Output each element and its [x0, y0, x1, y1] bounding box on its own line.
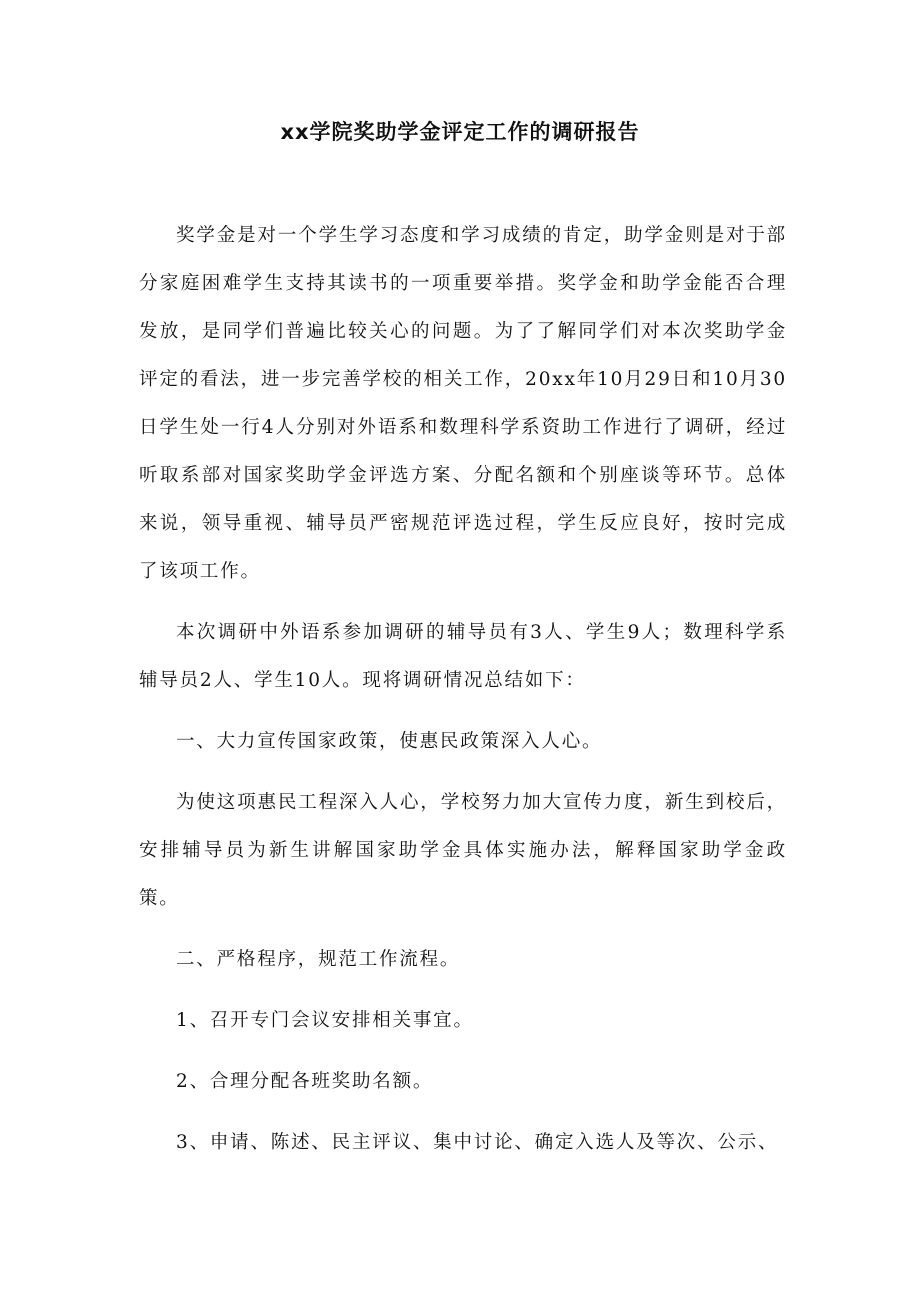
section-heading-1: 一、大力宣传国家政策，使惠民政策深入人心。 — [176, 731, 603, 752]
paragraph-participants: 本次调研中外语系参加调研的辅导员有3人、学生9人；数理科学系辅导员2人、学生10人。现将调研情况总结如下： — [139, 622, 787, 691]
section-heading-2: 二、严格程序，规范工作流程。 — [176, 949, 461, 970]
list-item-3: 3、申请、陈述、民主评议、集中讨论、确定入选人及等次、公示、 — [176, 1132, 779, 1153]
paragraph-intro: 奖学金是对一个学生学习态度和学习成绩的肯定，助学金则是对于部分家庭困难学生支持其读书的一项重要举措。奖学金和助学金能否合理发放，是同学们普遍比较关心的问题。为了了解同学们对本次奖助学金评定的看法，进一步完善学校的相关工作，20xx年10月29日和10月30日学生处一行4人分别对外语系和数理科学系资助工作进行了调研，经过听取系部对国家奖助学金评选方案、分配名额和个别座谈等环节。总体来说，领导重视、辅导员严密规范评选过程，学生反应良好，按时完成了该项工作。 — [139, 225, 787, 582]
document-title: xx学院奖助学金评定工作的调研报告 — [280, 120, 640, 144]
document-body — [139, 212, 787, 1167]
list-item-2: 2、合理分配各班奖助名额。 — [176, 1071, 434, 1092]
paragraph-publicity: 为使这项惠民工程深入人心，学校努力加大宣传力度，新生到校后，安排辅导员为新生讲解国家助学金具体实施办法，解释国家助学金政策。 — [139, 792, 787, 909]
list-item-1: 1、召开专门会议安排相关事宜。 — [176, 1010, 474, 1031]
